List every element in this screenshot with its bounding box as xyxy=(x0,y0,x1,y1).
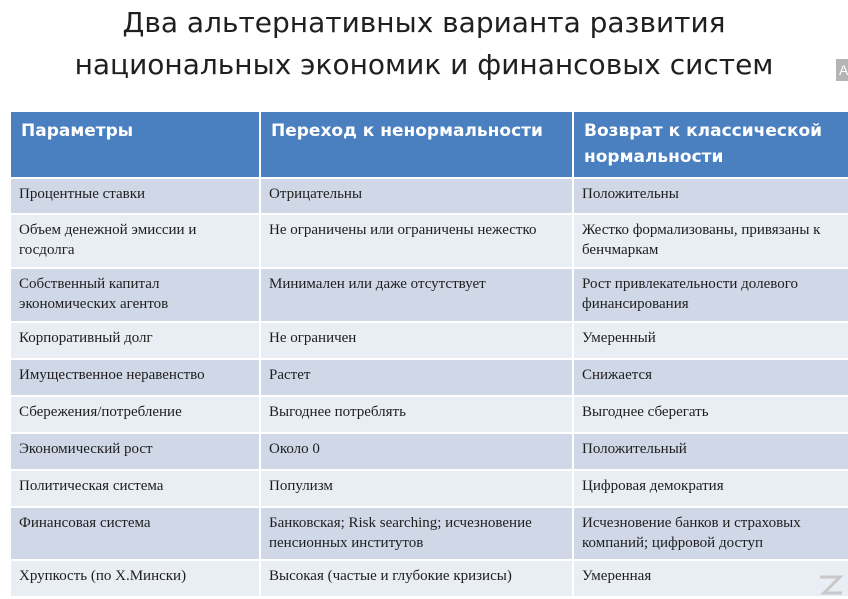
watermark-logo-icon xyxy=(818,573,844,595)
table-row xyxy=(11,560,848,596)
normality-cell: Умеренная xyxy=(573,560,848,596)
table-row xyxy=(11,214,848,268)
comparison-table xyxy=(11,112,848,596)
parameter-cell: Сбережения/потребление xyxy=(11,396,260,433)
parameter-cell: Политическая система xyxy=(11,470,260,507)
table-row xyxy=(11,470,848,507)
parameter-cell: Корпоративный долг xyxy=(11,322,260,359)
parameter-cell: Экономический рост xyxy=(11,433,260,470)
slide-title xyxy=(0,2,848,86)
abnormality-cell: Растет xyxy=(260,359,573,396)
normality-cell: Снижается xyxy=(573,359,848,396)
normality-cell: Умеренный xyxy=(573,322,848,359)
header-return-normality: Возврат к классической нормальности xyxy=(573,112,848,178)
normality-cell: Положительны xyxy=(573,178,848,214)
table-row xyxy=(11,433,848,470)
parameter-cell: Собственный капитал экономических агентов xyxy=(11,268,260,322)
table-row xyxy=(11,178,848,214)
normality-cell: Положительный xyxy=(573,433,848,470)
abnormality-cell: Не ограничены или ограничены нежестко xyxy=(260,214,573,268)
table-row xyxy=(11,507,848,560)
parameter-cell: Имущественное неравенство xyxy=(11,359,260,396)
abnormality-cell: Около 0 xyxy=(260,433,573,470)
header-parameters: Параметры xyxy=(11,112,260,178)
normality-cell: Цифровая демократия xyxy=(573,470,848,507)
table-row xyxy=(11,322,848,359)
abnormality-cell: Минимален или даже отсутствует xyxy=(260,268,573,322)
table-row xyxy=(11,268,848,322)
parameter-cell: Хрупкость (по Х.Мински) xyxy=(11,560,260,596)
normality-cell: Жестко формализованы, привязаны к бенчмаркам xyxy=(573,214,848,268)
abnormality-cell: Популизм xyxy=(260,470,573,507)
slide-title-line-1: Два альтернативных варианта развития xyxy=(122,6,726,39)
abnormality-cell: Не ограничен xyxy=(260,322,573,359)
edge-label: A xyxy=(836,59,848,81)
parameter-cell: Финансовая система xyxy=(11,507,260,560)
abnormality-cell: Высокая (частые и глубокие кризисы) xyxy=(260,560,573,596)
abnormality-cell: Банковская; Risk searching; исчезновение пенсионных институтов xyxy=(260,507,573,560)
parameter-cell: Процентные ставки xyxy=(11,178,260,214)
table-row xyxy=(11,359,848,396)
normality-cell: Рост привлекательности долевого финансирования xyxy=(573,268,848,322)
abnormality-cell: Выгоднее потреблять xyxy=(260,396,573,433)
table-row xyxy=(11,396,848,433)
abnormality-cell: Отрицательны xyxy=(260,178,573,214)
normality-cell: Исчезновение банков и страховых компаний; цифровой доступ xyxy=(573,507,848,560)
header-transition-abnormality: Переход к ненормальности xyxy=(260,112,573,178)
normality-cell: Выгоднее сберегать xyxy=(573,396,848,433)
table-header-row xyxy=(11,112,848,178)
parameter-cell: Объем денежной эмиссии и госдолга xyxy=(11,214,260,268)
slide-title-line-2: национальных экономик и финансовых систем xyxy=(74,48,774,81)
